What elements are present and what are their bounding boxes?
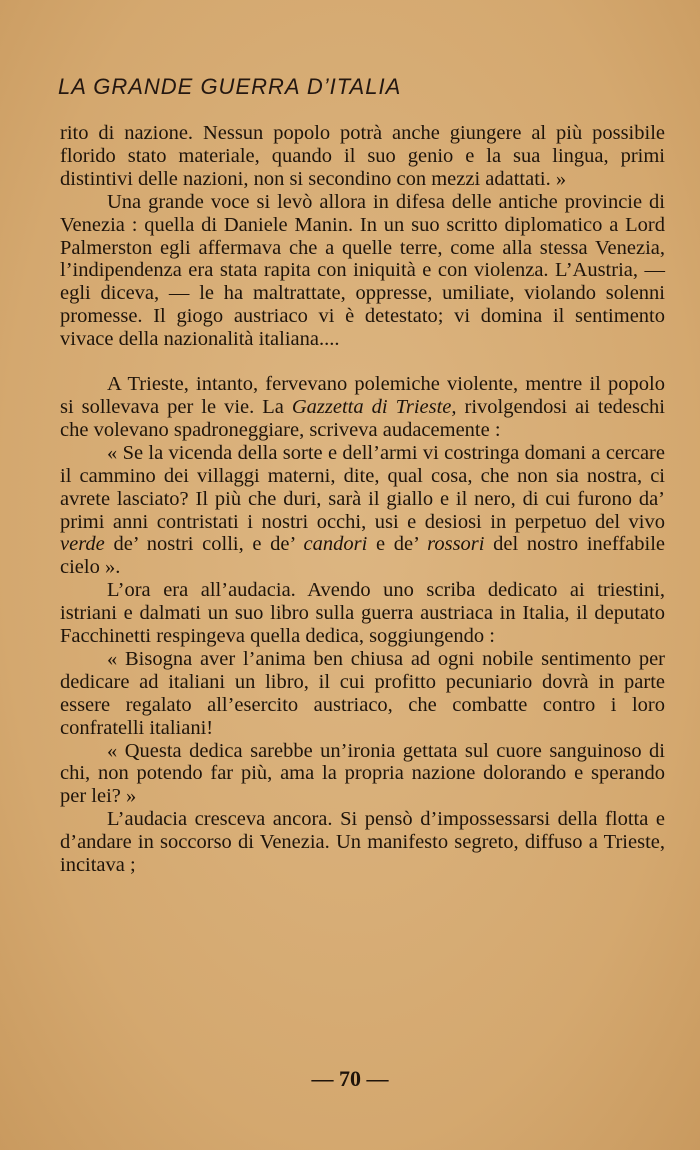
paragraph-4-quote [60,442,665,579]
p4-text-e: e de’ [367,533,428,556]
p3-text-c: rivolgendosi ai tedeschi che volevano spadroneggiare, scriveva audacemente : [60,395,665,441]
paragraph-8: L’audacia cresceva ancora. Si pensò d’impossessarsi della flotta e d’andare in soccorso di Venezia. Un manifesto segreto, diffuso a Trieste, incitava ; [60,808,665,877]
section-break [60,351,665,373]
page-number: — 70 — [311,1066,389,1091]
p3-text-a: A Trieste, intanto, fervevano polemiche violente, mentre il popolo si sollevava per le vie. La [60,373,665,418]
p4-italic-verde: verde [60,533,105,556]
p4-text-a: « Se la vicenda della sorte e dell’armi vi costringa domani a cercare il cammino dei villaggi materni, dite, qual cosa, che non sia nostra, ci avrete lasciato? Il più che duri, sarà il giallo e il nero, di cui furono da’ primi anni contristati i nostri occhi, usi e desiosi in perpetuo del vivo [60,441,665,533]
running-title: LA GRANDE GUERRA D’ITALIA [58,74,402,99]
p4-italic-candori: candori [303,533,368,556]
paragraph-1: rito di nazione. Nessun popolo potrà anche giungere al più possibile florido stato materiale, quando il suo genio e la sua lingua, primi distintivi delle nazioni, non si secondino con mezzi adattati. » [60,122,665,190]
paragraph-2: Una grande voce si levò allora in difesa delle antiche provincie di Venezia : quella di Daniele Manin. In un suo scritto diplomatico a Lord Palmerston egli affermava che a quelle terre, come alla stessa Venezia, l’indipendenza era stata rapita con iniquità e con violenza. L’Austria, — egli diceva, — le ha maltrattate, oppresse, umiliate, violando solenni promesse. Il giogo austriaco vi è detestato; vi domina il sentimento vivace della nazionalità italiana.... [60,190,665,351]
p4-italic-rossori: rossori [427,533,485,556]
paragraph-3 [60,373,665,442]
p4-text-g: del nostro ineffabile cielo ». [60,533,665,579]
body-text [60,122,665,877]
paragraph-7-quote: « Questa dedica sarebbe un’ironia gettata sul cuore sanguinoso di chi, non potendo far più, ama la propria nazione dolorando e sperando per lei? » [60,739,665,808]
paragraph-6-quote: « Bisogna aver l’anima ben chiusa ad ogni nobile sentimento per dedicare ad italiani un libro, il cui profitto pecuniario dovrà in parte essere regalato all’esercito austriaco, che combatte contro i loro confratelli italiani! [60,647,665,739]
p4-text-c: de’ nostri colli, e de’ [104,533,304,556]
paragraph-5: L’ora era all’audacia. Avendo uno scriba dedicato ai triestini, istriani e dalmati un suo libro sulla guerra austriaca in Italia, il deputato Facchinetti respingeva quella dedica, soggiungendo : [60,579,665,648]
newspaper-title: Gazzetta di Trieste, [291,395,457,418]
